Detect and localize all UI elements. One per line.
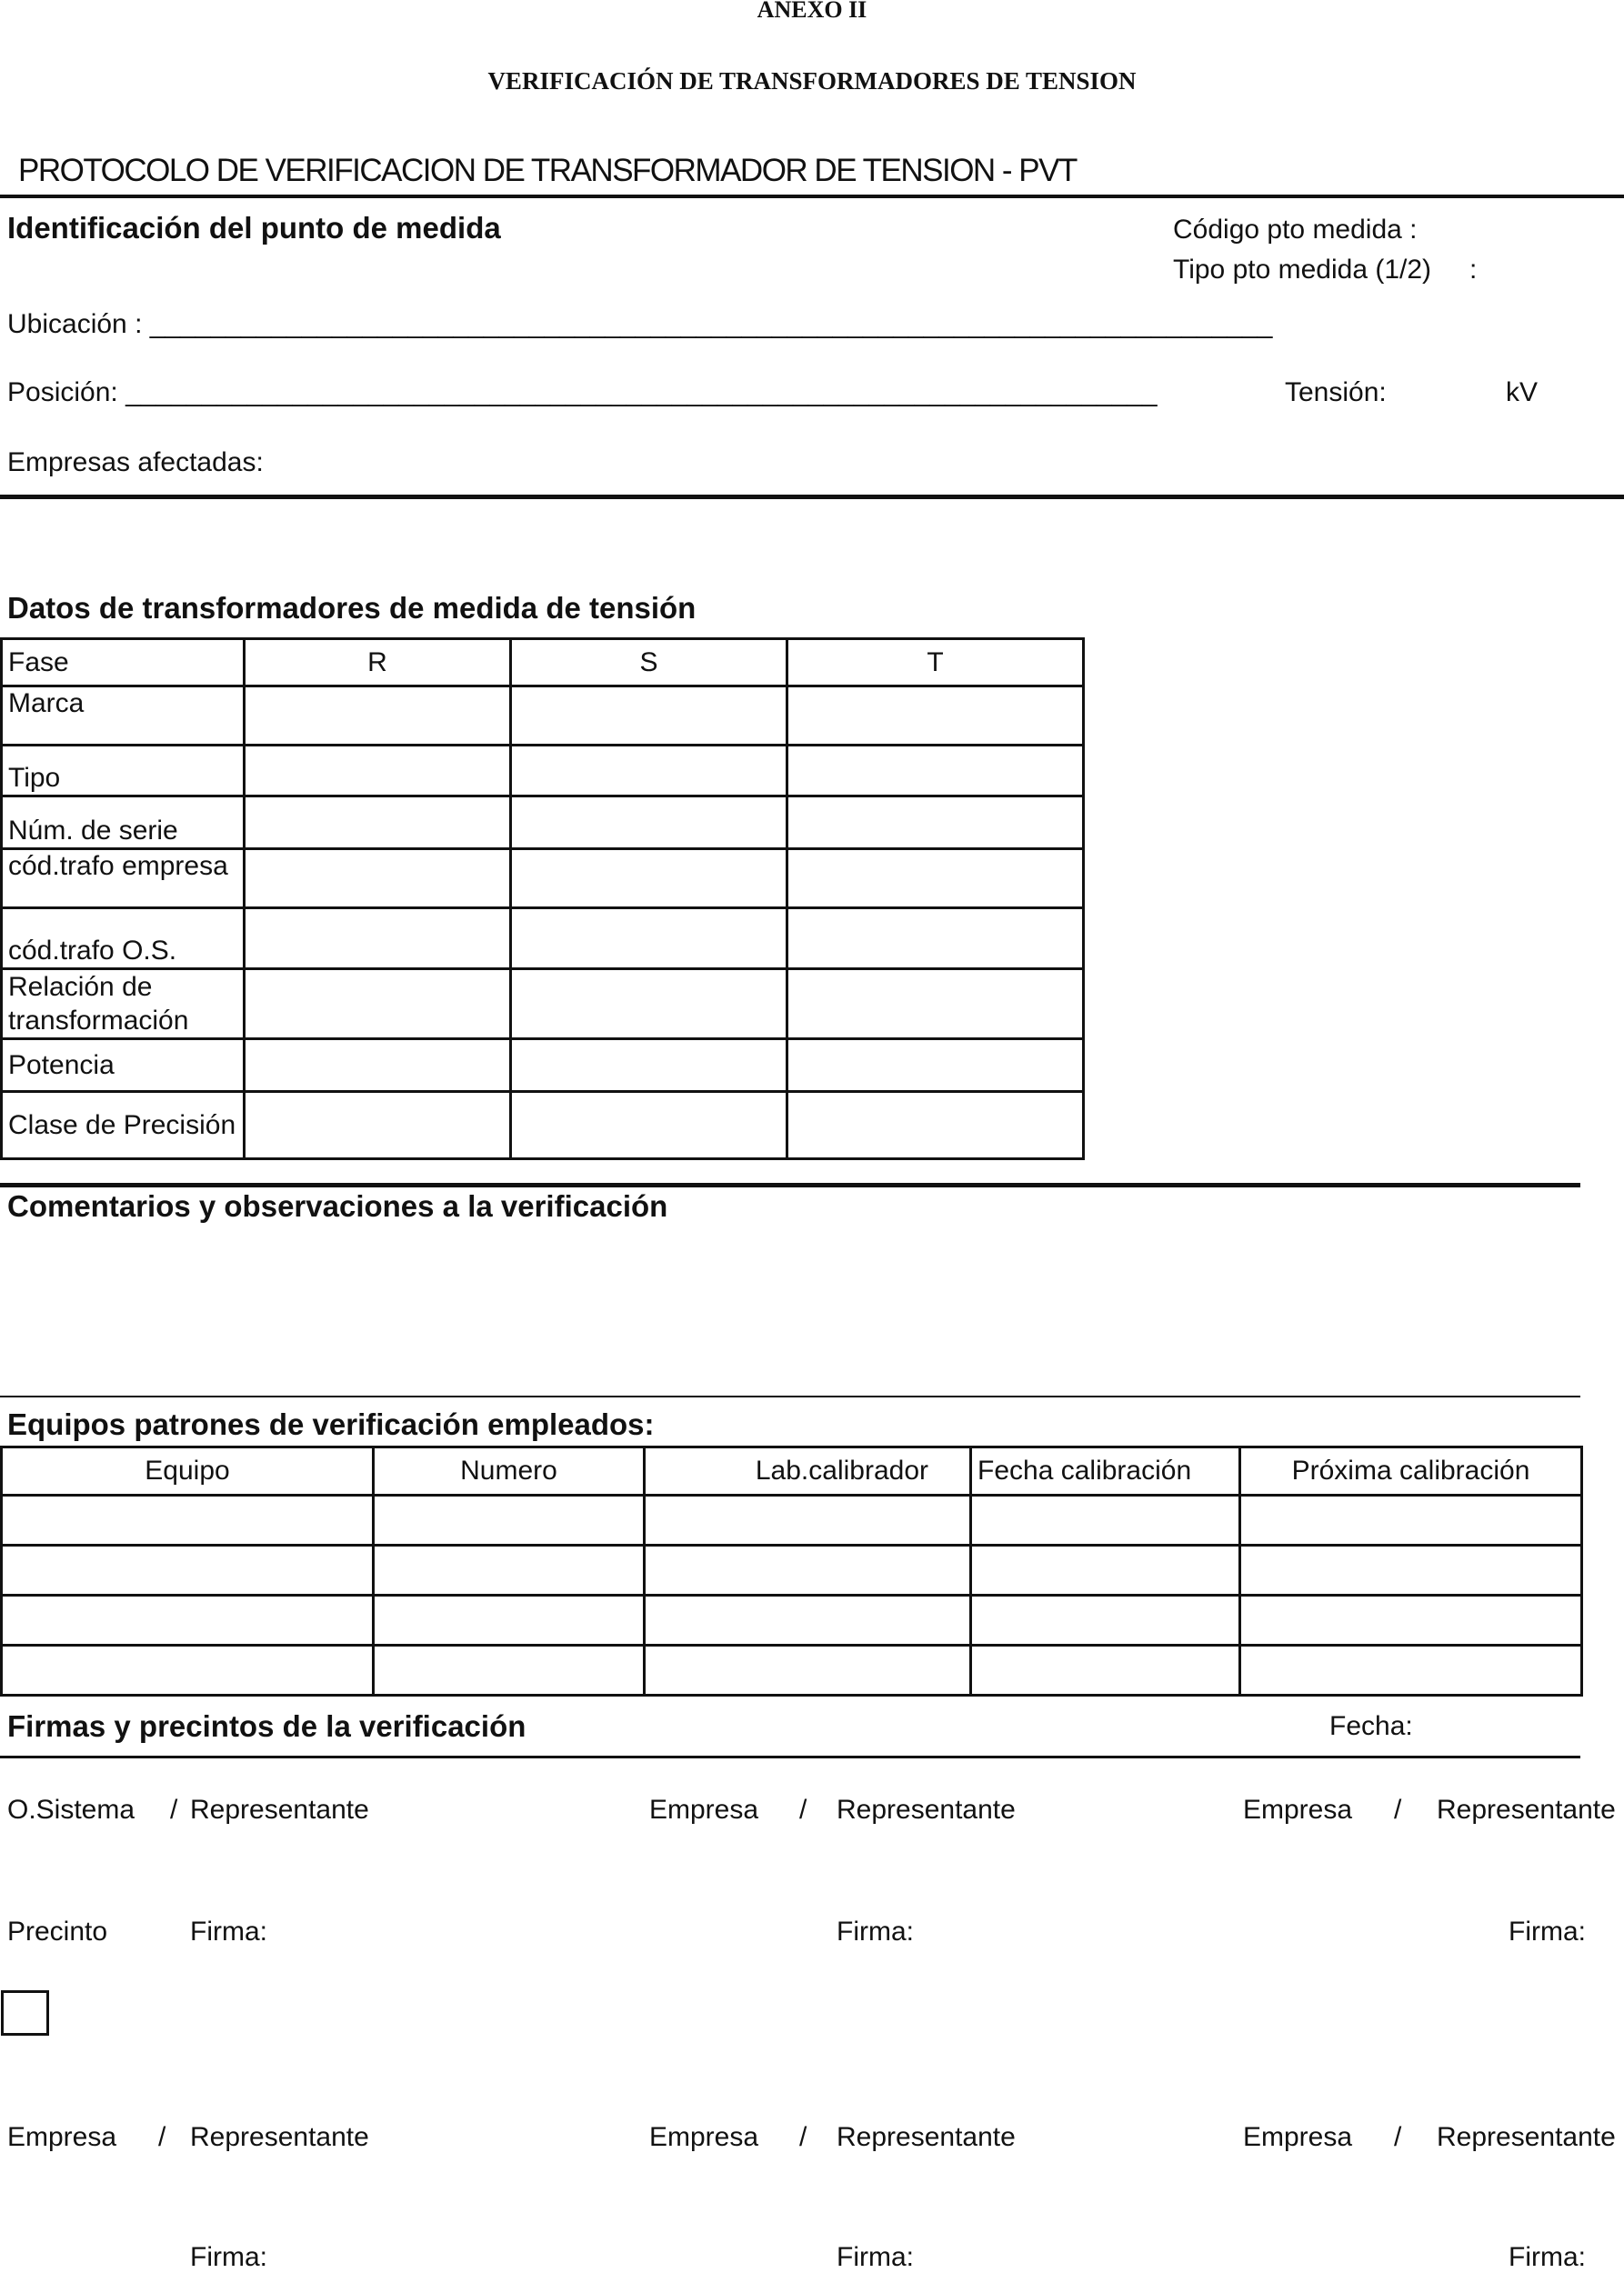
slash-separator: / (1394, 2122, 1402, 2152)
equipment-heading: Equipos patrones de verificación empleados: (7, 1407, 655, 1441)
column-header-fecha-calibracion: Fecha calibración (971, 1447, 1240, 1496)
cell-input[interactable] (971, 1596, 1240, 1646)
row-label-clase-precision: Clase de Precisión (2, 1092, 245, 1159)
equipment-table (0, 1446, 1583, 1697)
table-row (2, 1646, 1582, 1696)
slash-separator: / (158, 2122, 166, 2152)
firma-label: Firma: (837, 1917, 914, 1947)
document-subtitle: VERIFICACIÓN DE TRANSFORMADORES DE TENSION (487, 67, 1137, 95)
cell-input[interactable] (2, 1646, 374, 1696)
cell-input[interactable] (511, 1092, 787, 1159)
tension-label: Tensión: (1285, 377, 1387, 407)
firma-label: Firma: (1509, 1917, 1586, 1947)
signer-label: Empresa (7, 2122, 117, 2152)
row-label-cod-trafo-empresa: cód.trafo empresa (2, 849, 245, 908)
slash-separator: / (799, 1795, 807, 1825)
signer-label: Empresa (1243, 2122, 1353, 2152)
posicion-field[interactable]: Posición: ____________________________________________________________________ (7, 377, 1158, 407)
table-row (2, 849, 1084, 908)
firma-label: Firma: (1509, 2242, 1586, 2272)
row-label-potencia: Potencia (2, 1039, 245, 1092)
column-header-lab-calibrador: Lab.calibrador (645, 1447, 971, 1496)
table-row (2, 1092, 1084, 1159)
table-row (2, 1496, 1582, 1546)
table-row (2, 746, 1084, 796)
transformers-heading: Datos de transformadores de medida de tensión (7, 591, 697, 625)
cell-input[interactable] (645, 1646, 971, 1696)
row-label-cod-trafo-os: cód.trafo O.S. (2, 908, 245, 969)
firma-label: Firma: (837, 2242, 914, 2272)
cell-input[interactable] (787, 908, 1084, 969)
cell-input[interactable] (511, 849, 787, 908)
identification-heading: Identificación del punto de medida (7, 211, 501, 245)
slash-separator: / (799, 2122, 807, 2152)
transformers-table (0, 637, 1085, 1160)
cell-input[interactable] (2, 1546, 374, 1596)
empresas-label: Empresas afectadas: (7, 447, 264, 477)
cell-input[interactable] (787, 746, 1084, 796)
protocol-title: PROTOCOLO DE VERIFICACION DE TRANSFORMADOR DE TENSION - PVT (18, 153, 1077, 188)
cell-input[interactable] (971, 1496, 1240, 1546)
cell-input[interactable] (511, 1039, 787, 1092)
tipo-label: Tipo pto medida (1/2) (1173, 255, 1432, 285)
column-header-s: S (511, 639, 787, 686)
cell-input[interactable] (1240, 1646, 1582, 1696)
divider (0, 1396, 1580, 1397)
divider (0, 1183, 1580, 1187)
precinto-checkbox[interactable] (1, 1990, 49, 2036)
cell-input[interactable] (1240, 1546, 1582, 1596)
ubicacion-field[interactable]: Ubicación : __________________________________________________________________________ (7, 309, 1273, 339)
cell-input[interactable] (2, 1596, 374, 1646)
cell-input[interactable] (511, 969, 787, 1039)
column-header-t: T (787, 639, 1084, 686)
cell-input[interactable] (971, 1546, 1240, 1596)
cell-input[interactable] (245, 969, 511, 1039)
cell-input[interactable] (245, 746, 511, 796)
signer-label: Empresa (649, 2122, 759, 2152)
column-header-fase: Fase (2, 639, 245, 686)
table-row (2, 686, 1084, 746)
cell-input[interactable] (374, 1496, 645, 1546)
divider (0, 195, 1624, 198)
fecha-label: Fecha: (1329, 1711, 1413, 1741)
slash-separator: / (170, 1795, 178, 1825)
cell-input[interactable] (245, 908, 511, 969)
firma-label: Firma: (190, 2242, 267, 2272)
representante-label: Representante (190, 1795, 369, 1825)
cell-input[interactable] (245, 796, 511, 849)
firma-label: Firma: (190, 1917, 267, 1947)
codigo-label: Código pto medida : (1173, 215, 1418, 245)
row-label-num-serie: Núm. de serie (2, 796, 245, 849)
signer-label: Empresa (649, 1795, 759, 1825)
table-row (2, 969, 1084, 1039)
cell-input[interactable] (245, 1092, 511, 1159)
cell-input[interactable] (787, 796, 1084, 849)
cell-input[interactable] (2, 1496, 374, 1546)
cell-input[interactable] (645, 1596, 971, 1646)
precinto-label: Precinto (7, 1917, 108, 1947)
cell-input[interactable] (1240, 1596, 1582, 1646)
table-row (2, 1546, 1582, 1596)
representante-label: Representante (837, 1795, 1016, 1825)
kv-unit: kV (1506, 377, 1539, 407)
signer-label: O.Sistema (7, 1795, 135, 1825)
comments-heading: Comentarios y observaciones a la verificación (7, 1189, 668, 1223)
column-header-proxima-calibracion: Próxima calibración (1240, 1447, 1582, 1496)
table-row (2, 908, 1084, 969)
representante-label: Representante (1437, 1795, 1616, 1825)
tipo-colon: : (1469, 255, 1478, 285)
column-header-r: R (245, 639, 511, 686)
table-row (2, 796, 1084, 849)
cell-input[interactable] (374, 1546, 645, 1596)
column-header-equipo: Equipo (2, 1447, 374, 1496)
table-row (2, 1039, 1084, 1092)
representante-label: Representante (1437, 2122, 1616, 2152)
cell-input[interactable] (374, 1596, 645, 1646)
cell-input[interactable] (374, 1646, 645, 1696)
divider (0, 1756, 1580, 1758)
cell-input[interactable] (1240, 1496, 1582, 1546)
cell-input[interactable] (245, 1039, 511, 1092)
table-header-row (2, 1447, 1582, 1496)
signatures-heading: Firmas y precintos de la verificación (7, 1709, 526, 1743)
cell-input[interactable] (787, 686, 1084, 746)
row-label-relacion: Relación de transformación (2, 969, 245, 1039)
cell-input[interactable] (245, 849, 511, 908)
comments-area[interactable] (7, 1227, 1571, 1391)
representante-label: Representante (190, 2122, 369, 2152)
table-header-row (2, 639, 1084, 686)
column-header-numero: Numero (374, 1447, 645, 1496)
signer-label: Empresa (1243, 1795, 1353, 1825)
cell-input[interactable] (511, 686, 787, 746)
cell-input[interactable] (787, 849, 1084, 908)
slash-separator: / (1394, 1795, 1402, 1825)
table-row (2, 1596, 1582, 1646)
cell-input[interactable] (645, 1546, 971, 1596)
cell-input[interactable] (971, 1646, 1240, 1696)
cell-input[interactable] (787, 969, 1084, 1039)
cell-input[interactable] (787, 1039, 1084, 1092)
row-label-tipo: Tipo (2, 746, 245, 796)
representante-label: Representante (837, 2122, 1016, 2152)
cell-input[interactable] (245, 686, 511, 746)
divider (0, 495, 1624, 499)
cell-input[interactable] (787, 1092, 1084, 1159)
cell-input[interactable] (511, 908, 787, 969)
cell-input[interactable] (645, 1496, 971, 1546)
cell-input[interactable] (511, 796, 787, 849)
row-label-marca: Marca (2, 686, 245, 746)
annex-label: ANEXO II (757, 0, 867, 23)
cell-input[interactable] (511, 746, 787, 796)
